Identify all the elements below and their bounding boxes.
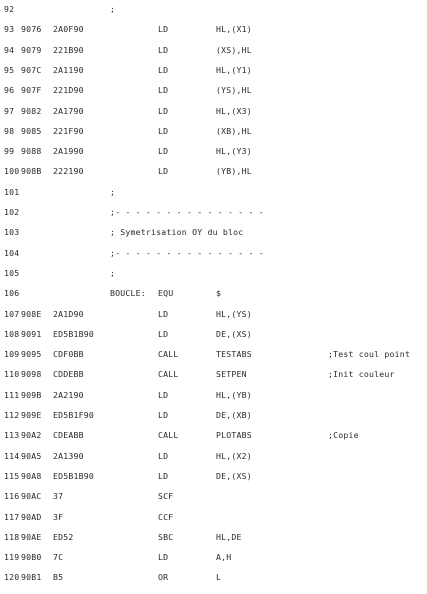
line-number: 95 [4,64,15,75]
mnemonic: LD [158,166,169,177]
operands: HL,(X2) [216,450,252,461]
mnemonic: LD [158,328,169,339]
machine-code: 222190 [53,166,84,177]
listing-line [0,451,427,463]
line-number: 119 [4,552,20,563]
operands: L [216,572,222,583]
address: 908B [21,166,42,177]
mnemonic: LD [158,308,169,319]
mnemonic: LD [158,64,169,75]
operands: (XB),HL [216,125,252,136]
mnemonic: CALL [158,369,179,380]
listing-line [0,4,427,16]
line-number: 108 [4,328,20,339]
mnemonic: SBC [158,531,174,542]
line-number: 94 [4,44,15,55]
operands: (YS),HL [216,85,252,96]
listing-line [0,491,427,503]
listing-line [0,45,427,57]
line-number: 120 [4,572,20,583]
mnemonic: LD [158,410,169,420]
machine-code: 221F90 [53,125,84,136]
line-number: 113 [4,430,20,441]
address: 9082 [21,105,42,116]
operands: PLOTABS [216,430,252,441]
comment-line: ; Symetrisation OY du bloc [110,227,244,238]
machine-code: ED5B1B90 [53,470,95,481]
machine-code: CDDEBB [53,369,84,380]
line-number: 96 [4,85,15,96]
address: 9088 [21,146,42,157]
machine-code: 221D90 [53,85,84,96]
address: 90B1 [21,572,42,583]
comment: ;Init couleur [328,369,395,380]
line-number: 98 [4,125,15,136]
machine-code: 2A2190 [53,389,84,400]
line-number: 116 [4,491,20,502]
address: 9091 [21,328,42,339]
listing-line [0,268,427,280]
line-number: 112 [4,410,20,420]
line-number: 93 [4,24,15,35]
listing-line [0,227,427,239]
address: 90AD [21,511,42,522]
operands: A,H [216,552,232,563]
operands: SETPEN [216,369,247,380]
comment-line: ; [110,267,116,278]
mnemonic: CALL [158,349,179,360]
comment: ;Test coul point [328,349,411,360]
line-number: 106 [4,288,20,299]
machine-code: 2A1990 [53,146,84,157]
address: 90AC [21,491,42,502]
line-number: 104 [4,247,20,258]
line-number: 100 [4,166,20,177]
address: 9076 [21,24,42,35]
machine-code: 2A1390 [53,450,84,461]
address: 909B [21,389,42,400]
line-number: 118 [4,531,20,542]
listing-line [0,85,427,97]
machine-code: CDF0BB [53,349,84,360]
listing-line [0,349,427,361]
address: 9085 [21,125,42,136]
line-number: 99 [4,146,15,157]
line-number: 110 [4,369,20,380]
operands: HL,DE [216,531,242,542]
address: 90A2 [21,430,42,441]
mnemonic: LD [158,470,169,481]
machine-code: B5 [53,572,64,583]
listing-line [0,512,427,524]
mnemonic: CCF [158,511,174,522]
mnemonic: LD [158,105,169,116]
operands: DE,(XB) [216,410,252,420]
label: BOUCLE: [110,288,146,299]
line-number: 114 [4,450,20,461]
address: 9079 [21,44,42,55]
mnemonic: LD [158,450,169,461]
listing-line [0,248,427,260]
operands: DE,(XS) [216,470,252,481]
mnemonic: CALL [158,430,179,441]
mnemonic: LD [158,389,169,400]
address: 90AE [21,531,42,542]
line-number: 102 [4,207,20,217]
listing-line [0,471,427,483]
machine-code: 2A1190 [53,64,84,75]
mnemonic: SCF [158,491,174,502]
mnemonic: LD [158,24,169,35]
listing-line [0,288,427,300]
listing-line [0,410,427,422]
listing-line [0,369,427,381]
address: 90B0 [21,552,42,563]
operands: HL,(Y3) [216,146,252,157]
operands: TESTABS [216,349,252,360]
operands: (YB),HL [216,166,252,177]
line-number: 109 [4,349,20,360]
address: 9098 [21,369,42,380]
address: 907C [21,64,42,75]
listing-line [0,390,427,402]
line-number: 115 [4,470,20,481]
listing-line [0,166,427,178]
comment-line: ;- - - - - - - - - - - - - - - [110,207,264,217]
line-number: 107 [4,308,20,319]
operands: HL,(X1) [216,24,252,35]
listing-line [0,106,427,118]
machine-code: 3F [53,511,64,522]
listing-line [0,126,427,138]
machine-code: ED5B1F90 [53,410,95,420]
listing-line [0,24,427,36]
listing-line [0,309,427,321]
comment: ;Copie [328,430,359,441]
machine-code: 2A1D90 [53,308,84,319]
machine-code: CDEABB [53,430,84,441]
machine-code: 221B90 [53,44,84,55]
mnemonic: OR [158,572,169,583]
address: 9095 [21,349,42,360]
listing-line [0,552,427,564]
listing-line [0,207,427,219]
operands: HL,(YS) [216,308,252,319]
comment-line: ;- - - - - - - - - - - - - - - [110,247,264,258]
mnemonic: LD [158,552,169,563]
line-number: 97 [4,105,15,116]
line-number: 103 [4,227,20,238]
address: 90A5 [21,450,42,461]
line-number: 111 [4,389,20,400]
address: 907F [21,85,42,96]
mnemonic: LD [158,125,169,136]
machine-code: 7C [53,552,64,563]
mnemonic: LD [158,44,169,55]
listing-line [0,572,427,584]
operands: HL,(X3) [216,105,252,116]
machine-code: 2A1790 [53,105,84,116]
line-number: 92 [4,4,15,14]
machine-code: 2A0F90 [53,24,84,35]
machine-code: ED5B1B90 [53,328,95,339]
address: 90A8 [21,470,42,481]
operands: (XS),HL [216,44,252,55]
line-number: 105 [4,267,20,278]
operands: $ [216,288,222,299]
listing-line [0,65,427,77]
comment-line: ; [110,4,116,14]
listing-line [0,430,427,442]
mnemonic: LD [158,85,169,96]
machine-code: 37 [53,491,64,502]
line-number: 101 [4,186,20,197]
listing-line [0,329,427,341]
operands: DE,(XS) [216,328,252,339]
address: 908E [21,308,42,319]
address: 909E [21,410,42,420]
listing-line [0,532,427,544]
operands: HL,(YB) [216,389,252,400]
operands: HL,(Y1) [216,64,252,75]
mnemonic: EQU [158,288,174,299]
comment-line: ; [110,186,116,197]
mnemonic: LD [158,146,169,157]
listing-line [0,187,427,199]
listing-line [0,146,427,158]
line-number: 117 [4,511,20,522]
machine-code: ED52 [53,531,74,542]
